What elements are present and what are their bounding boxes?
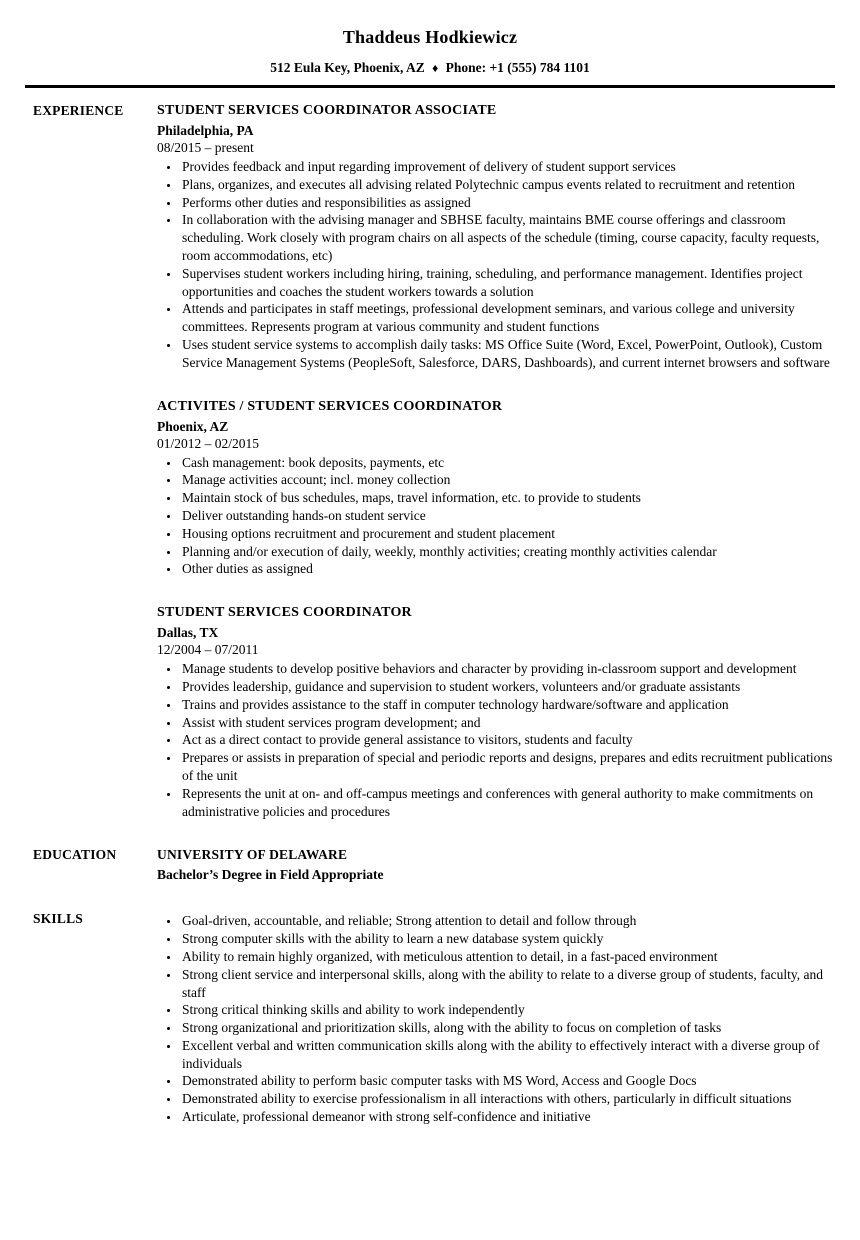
job-entry-3 bbox=[157, 604, 835, 820]
bullet-item: • Articulate, professional demeanor with strong self-confidence and initiative bbox=[180, 1108, 835, 1126]
bullet-item: • Trains and provides assistance to the staff in computer technology hardware/software and application bbox=[180, 696, 835, 714]
skills-body bbox=[157, 910, 835, 1126]
job-location: Phoenix, AZ bbox=[157, 418, 229, 434]
bullet-item: • Planning and/or execution of daily, weekly, monthly activities; creating monthly activities calendar bbox=[180, 543, 835, 561]
bullet-item: • Demonstrated ability to exercise professionalism in all interactions with others, particularly in difficult situations bbox=[180, 1090, 835, 1108]
bullet-item: • Maintain stock of bus schedules, maps, travel information, etc. to provide to students bbox=[180, 489, 835, 507]
bullet-item: • Provides leadership, guidance and supervision to student workers, volunteers and/or graduate assistants bbox=[180, 678, 835, 696]
header-divider bbox=[25, 85, 835, 88]
education-label: EDUCATION bbox=[33, 847, 117, 863]
bullet-item: • Ability to remain highly organized, with meticulous attention to detail, in a fast-paced environment bbox=[180, 948, 835, 966]
degree-name: Bachelor’s Degree in Field Appropriate bbox=[157, 867, 384, 883]
job-bullet-list bbox=[157, 158, 835, 372]
job-bullet-list bbox=[157, 454, 835, 579]
bullet-item: • Prepares or assists in preparation of special and periodic reports and designs, prepares and edits recruitment publications of the unit bbox=[180, 749, 835, 785]
bullet-item: • Represents the unit at on- and off-campus meetings and conferences with general authority to make commitments on administrative policies and procedures bbox=[180, 785, 835, 821]
bullet-item: • Deliver outstanding hands-on student service bbox=[180, 507, 835, 525]
bullet-item: • Strong client service and interpersonal skills, along with the ability to relate to a diverse group of students, faculty, and staff bbox=[180, 966, 835, 1002]
bullet-item: • Performs other duties and responsibilities as assigned bbox=[180, 194, 835, 212]
job-dates: 01/2012 – 02/2015 bbox=[157, 435, 260, 451]
bullet-item: • Manage students to develop positive behaviors and character by providing in-classroom support and development bbox=[180, 660, 835, 678]
bullet-item: • Attends and participates in staff meetings, professional development seminars, and various college and university committees. Represents program at various community and student functions bbox=[180, 300, 835, 336]
job-entry-1 bbox=[157, 102, 835, 372]
contact-line bbox=[25, 59, 835, 77]
bullet-item: • Provides feedback and input regarding improvement of delivery of student support services bbox=[180, 158, 835, 176]
section-experience bbox=[25, 102, 835, 820]
address-text: 512 Eula Key, Phoenix, AZ bbox=[270, 60, 425, 75]
bullet-item: • Demonstrated ability to perform basic computer tasks with MS Word, Access and Google Docs bbox=[180, 1072, 835, 1090]
bullet-item: • Excellent verbal and written communication skills along with the ability to effectively interact with a diverse group of individuals bbox=[180, 1037, 835, 1073]
bullet-item: • In collaboration with the advising manager and SBHSE faculty, maintains BME course offerings and classroom scheduling. Work closely with program chairs on all aspects of the schedule (timing, course capacity, faculty requests, room accommodations, etc) bbox=[180, 211, 835, 264]
bullet-item: • Goal-driven, accountable, and reliable; Strong attention to detail and follow through bbox=[180, 912, 835, 930]
job-title: STUDENT SERVICES COORDINATOR ASSOCIATE bbox=[157, 103, 497, 118]
person-name: Thaddeus Hodkiewicz bbox=[342, 27, 518, 47]
bullet-item: • Manage activities account; incl. money collection bbox=[180, 471, 835, 489]
bullet-item: • Assist with student services program development; and bbox=[180, 714, 835, 732]
job-entry-2 bbox=[157, 398, 835, 579]
experience-label: EXPERIENCE bbox=[33, 103, 124, 118]
bullet-item: • Plans, organizes, and executes all advising related Polytechnic campus events related to recruitment and retention bbox=[180, 176, 835, 194]
bullet-item: • Strong computer skills with the ability to learn a new database system quickly bbox=[180, 930, 835, 948]
job-dates: 12/2004 – 07/2011 bbox=[157, 642, 259, 658]
job-bullet-list bbox=[157, 660, 835, 820]
bullet-item: • Uses student service systems to accomplish daily tasks: MS Office Suite (Word, Excel, PowerPoint, Outlook), Custom Service Management Systems (PeopleSoft, Salesforce, DARS, Dashboards), and current internet browsers and software bbox=[180, 336, 835, 372]
section-education bbox=[25, 846, 835, 884]
bullet-item: • Cash management: book deposits, payments, etc bbox=[180, 454, 835, 472]
diamond-icon: ♦ bbox=[432, 61, 439, 75]
school-name: UNIVERSITY OF DELAWARE bbox=[157, 847, 348, 863]
job-location: Dallas, TX bbox=[157, 625, 219, 641]
phone-text: Phone: +1 (555) 784 1101 bbox=[445, 60, 590, 75]
bullet-item: • Strong critical thinking skills and ability to work independently bbox=[180, 1001, 835, 1019]
bullet-item: • Other duties as assigned bbox=[180, 560, 835, 578]
bullet-item: • Housing options recruitment and procurement and student placement bbox=[180, 525, 835, 543]
job-title: STUDENT SERVICES COORDINATOR bbox=[157, 605, 412, 621]
bullet-item: • Supervises student workers including hiring, training, scheduling, and performance management. Identifies project opportunities and coaches the student workers towards a solution bbox=[180, 265, 835, 301]
section-skills bbox=[25, 910, 835, 1126]
bullet-item: • Act as a direct contact to provide general assistance to visitors, students and faculty bbox=[180, 731, 835, 749]
experience-body bbox=[157, 102, 835, 820]
job-title: ACTIVITES / STUDENT SERVICES COORDINATOR bbox=[157, 398, 503, 414]
skills-label: SKILLS bbox=[33, 911, 83, 927]
job-location: Philadelphia, PA bbox=[157, 123, 254, 138]
education-body bbox=[157, 846, 835, 884]
job-dates: 08/2015 – present bbox=[157, 140, 254, 155]
skills-bullet-list bbox=[157, 912, 835, 1126]
bullet-item: • Strong organizational and prioritization skills, along with the ability to focus on completion of tasks bbox=[180, 1019, 835, 1037]
